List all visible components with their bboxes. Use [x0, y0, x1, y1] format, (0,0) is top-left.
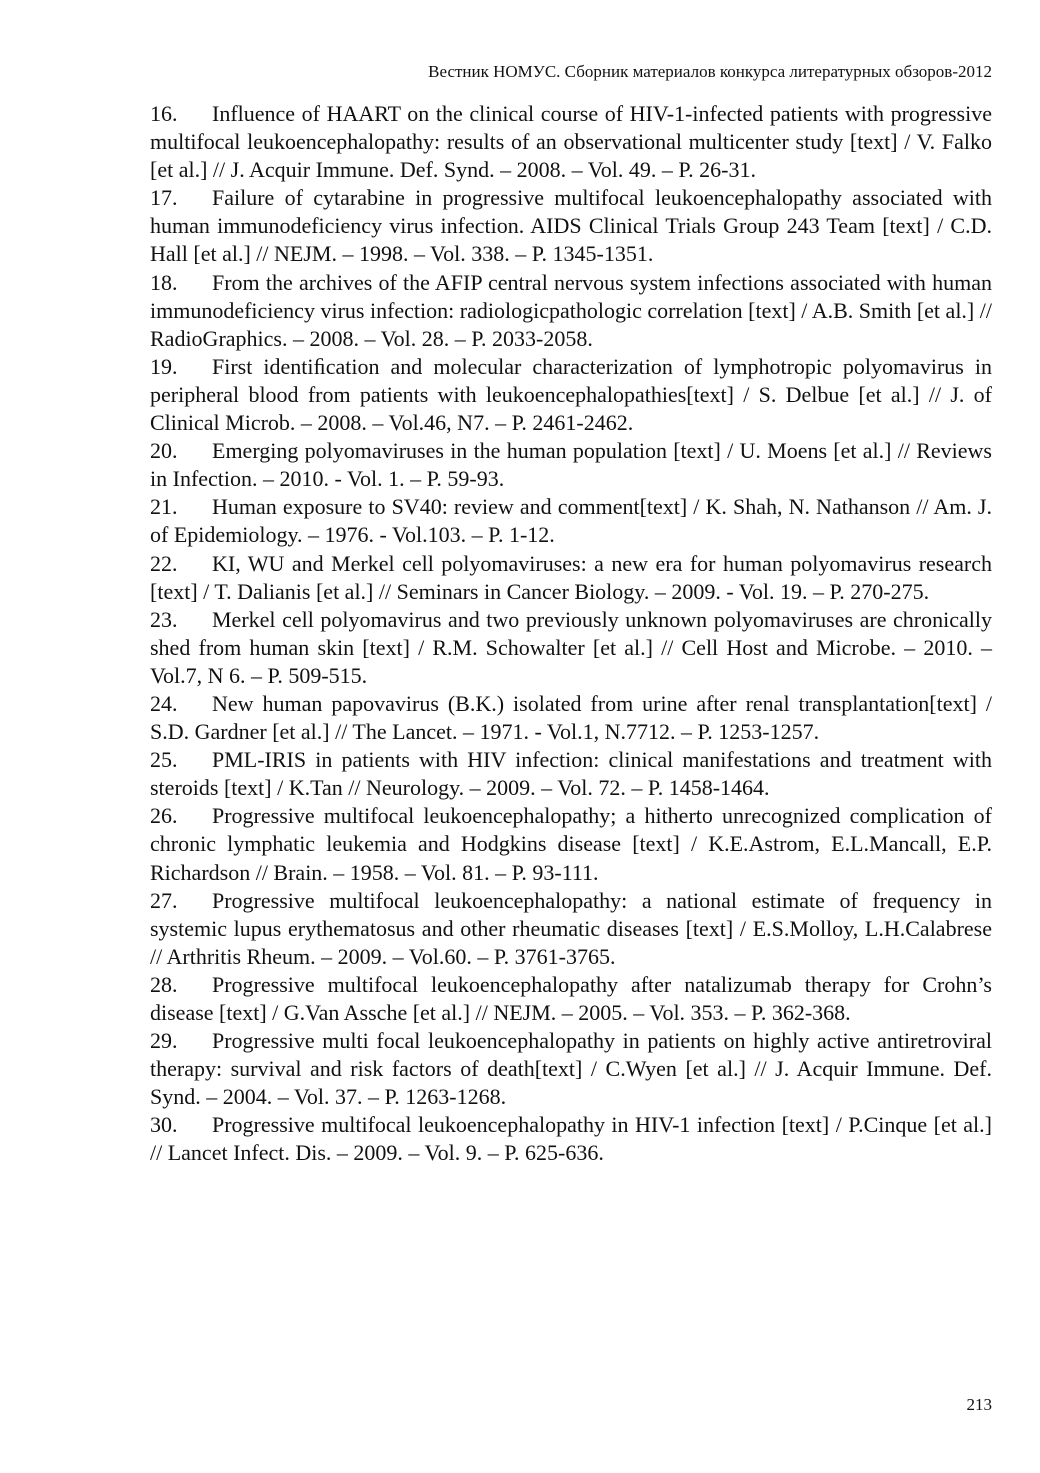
- page-number: 213: [966, 1395, 992, 1414]
- reference-number: 19.: [150, 353, 178, 379]
- reference-number: 25.: [150, 747, 178, 773]
- reference-text: First identiﬁcation and molecular characterization of lymphotropic polyomavirus in peripheral blood from patients with leukoencephalopathies[text] / S. Delbue [et al.] // J. of Clinical Microb. – 2008. – Vol.46, N7. – P. 2461-2462.: [150, 353, 992, 436]
- reference-item: [150, 971, 992, 1027]
- reference-text: Human exposure to SV40: review and comment[text] / K. Shah, N. Nathanson // Am. J. of Epidemiology. – 1976. - Vol.103. – P. 1-12.: [150, 494, 992, 548]
- reference-text: Influence of HAART on the clinical course of HIV-1-infected patients with progressive multifocal leukoencephalopathy: results of an observational multicenter study [text] / V. Falko [et al.] // J. Acquir Immune. Def. Synd. – 2008. – Vol. 49. – P. 26-31.: [150, 101, 992, 183]
- reference-item: [150, 887, 992, 971]
- running-header: Вестник НОМУС. Сборник материалов конкурса литературных обзоров-2012: [428, 62, 992, 81]
- reference-item: [150, 493, 992, 549]
- reference-number: 23.: [150, 606, 178, 632]
- reference-list: [150, 100, 992, 1168]
- reference-text: Merkel cell polyomavirus and two previously unknown polyomaviruses are chronically shed from human skin [text] / R.M. Schowalter [et al.] // Cell Host and Microbe. – 2010. – Vol.7, N 6. – P. 509-515.: [150, 606, 992, 688]
- reference-text: KI, WU and Merkel cell polyomaviruses: a new era for human polyomavirus research [text] / T. Dalianis [et al.] // Seminars in Cancer Biology. – 2009. - Vol. 19. – P. 270-275.: [150, 550, 992, 604]
- reference-number: 16.: [150, 101, 178, 126]
- reference-text: Progressive multifocal leukoencephalopathy after natalizumab therapy for Crohn’s disease [text] / G.Van Assche [et al.] // NEJM. – 2005. – Vol. 353. – P. 362-368.: [150, 971, 992, 1025]
- reference-text: PML-IRIS in patients with HIV infection: clinical manifestations and treatment with steroids [text] / K.Tan // Neurology. – 2009. – Vol. 72. – P. 1458-1464.: [150, 747, 992, 801]
- reference-item: [150, 802, 992, 886]
- reference-number: 29.: [150, 1028, 178, 1054]
- reference-number: 28.: [150, 971, 178, 997]
- reference-number: 24.: [150, 690, 178, 716]
- reference-item: [150, 1111, 992, 1167]
- reference-number: 30.: [150, 1112, 178, 1138]
- reference-text: Emerging polyomaviruses in the human population [text] / U. Moens [et al.] // Reviews in Infection. – 2010. - Vol. 1. – P. 59-93.: [150, 438, 992, 492]
- reference-text: Progressive multi focal leukoencephalopathy in patients on highly active antiretroviral therapy: survival and risk factors of death[text] / C.Wyen [et al.] // J. Acquir Immune. Def. Synd. – 2004. – Vol. 37. – P. 1263-1268.: [150, 1028, 992, 1110]
- reference-number: 22.: [150, 550, 178, 576]
- reference-item: [150, 746, 992, 802]
- reference-item: [150, 437, 992, 493]
- reference-item: [150, 606, 992, 690]
- reference-number: 26.: [150, 803, 178, 829]
- reference-text: New human papovavirus (B.K.) isolated from urine after renal transplantation[text] / S.D. Gardner [et al.] // The Lancet. – 1971. - Vol.1, N.7712. – P. 1253-1257.: [150, 690, 992, 745]
- reference-item: [150, 1027, 992, 1111]
- reference-number: 17.: [150, 185, 178, 211]
- reference-number: 27.: [150, 887, 178, 913]
- reference-item: [150, 550, 992, 606]
- reference-number: 21.: [150, 494, 178, 520]
- reference-item: [150, 184, 992, 268]
- reference-text: Progressive multifocal leukoencephalopathy; a hitherto unrecognized complication of chronic lymphatic leukemia and Hodgkins disease [text] / K.E.Astrom, E.L.Mancall, E.P. Richardson // Brain. – 1958. – Vol. 81. – P. 93-111.: [150, 803, 992, 885]
- reference-item: [150, 353, 992, 437]
- reference-item: [150, 269, 992, 353]
- reference-text: Failure of cytarabine in progressive multifocal leukoencephalopathy associated with human immunodeficiency virus infection. AIDS Clinical Trials Group 243 Team [text] / C.D. Hall [et al.] // NEJM. – 1998. – Vol. 338. – P. 1345-1351.: [150, 185, 992, 267]
- reference-item: [150, 690, 992, 746]
- reference-text: From the archives of the AFIP central nervous system infections associated with human immunodeficiency virus infection: radiologicpathologic correlation [text] / A.B. Smith [et al.] // RadioGraphics. – 2008. – Vol. 28. – P. 2033-2058.: [150, 269, 992, 351]
- reference-number: 18.: [150, 269, 178, 295]
- reference-item: [150, 100, 992, 184]
- reference-text: Progressive multifocal leukoencephalopathy: a national estimate of frequency in systemic lupus erythematosus and other rheumatic diseases [text] / E.S.Molloy, L.H.Calabrese // Arthritis Rheum. – 2009. – Vol.60. – P. 3761-3765.: [150, 887, 992, 969]
- reference-number: 20.: [150, 438, 178, 464]
- reference-text: Progressive multifocal leukoencephalopathy in HIV-1 infection [text] / P.Cinque [et al.] // Lancet Infect. Dis. – 2009. – Vol. 9. – P. 625-636.: [150, 1112, 992, 1166]
